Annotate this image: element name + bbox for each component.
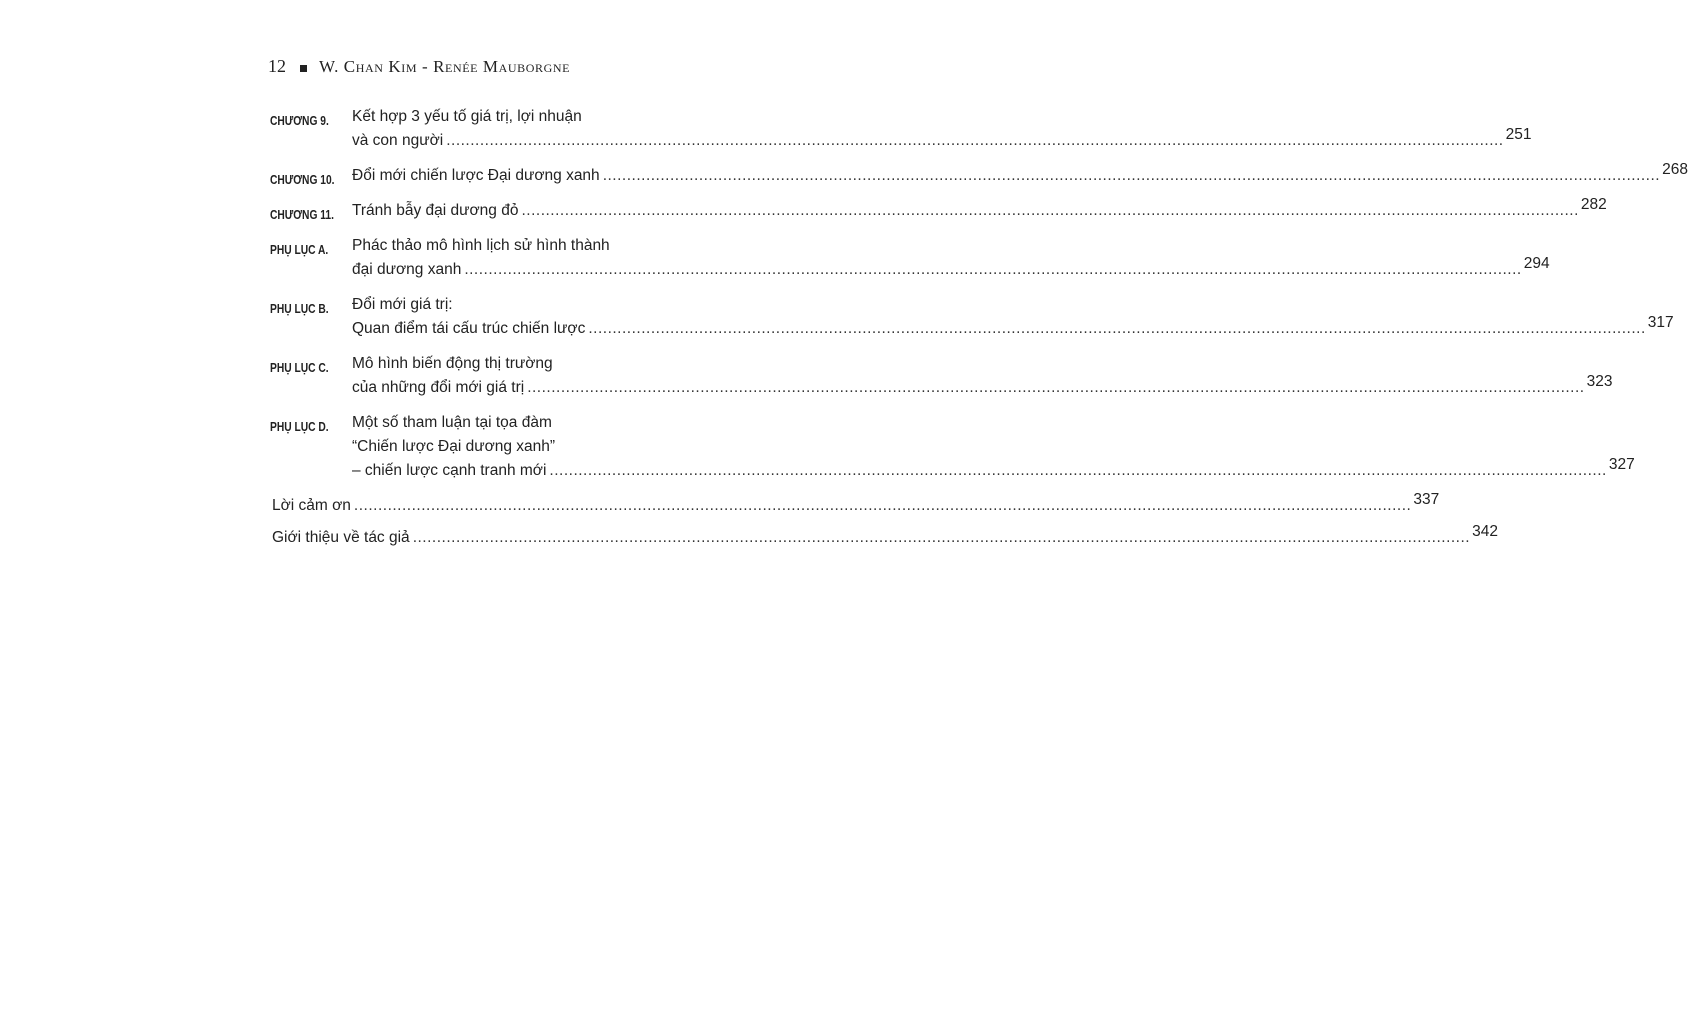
running-header [268, 56, 570, 77]
toc-entry [270, 523, 1498, 550]
toc-entry [270, 491, 1440, 518]
dot-leader: ............................................................................................................................................................................................................................ [464, 261, 1522, 278]
toc-entry-label: PHỤ LỤC A. [270, 243, 329, 257]
toc-entry-line: “Chiến lược Đại dương xanh” [352, 438, 556, 455]
table-of-contents [270, 105, 1688, 558]
toc-entry-page: 317 [1647, 314, 1674, 331]
toc-entry-title: Giới thiệu về tác giả [272, 529, 410, 546]
toc-entry-page: 337 [1413, 491, 1440, 508]
toc-entry-line: Đổi mới giá trị: [352, 296, 453, 313]
dot-leader: ............................................................................................................................................................................................................................ [412, 529, 1471, 546]
toc-entry-line: Một số tham luận tại tọa đàm [352, 414, 552, 431]
toc-entry-title: và con người [352, 132, 444, 149]
toc-entry-title: của những đổi mới giá trị [352, 379, 525, 396]
dot-leader: ............................................................................................................................................................................................................................ [588, 320, 1646, 337]
toc-entry-line: Mô hình biến động thị trường [352, 355, 553, 372]
toc-entry [270, 105, 1532, 153]
toc-entry-title: Đổi mới chiến lược Đại dương xanh [352, 167, 600, 184]
toc-entry-label: CHƯƠNG 10. [270, 173, 335, 187]
toc-entry-title: – chiến lược cạnh tranh mới [352, 462, 547, 479]
dot-leader: ............................................................................................................................................................................................................................ [521, 202, 1579, 219]
dot-leader: ............................................................................................................................................................................................................................ [527, 379, 1585, 396]
toc-entry-line: Phác thảo mô hình lịch sử hình thành [352, 237, 610, 254]
toc-entry-line [272, 491, 1440, 518]
toc-entry-line [352, 161, 1688, 188]
toc-entry-line [352, 456, 1635, 483]
toc-entry-line [352, 126, 1532, 153]
toc-entry [270, 234, 1550, 282]
toc-entry-label: CHƯƠNG 11. [270, 208, 334, 222]
toc-entry-page: 251 [1505, 126, 1532, 143]
toc-entry-line [272, 523, 1498, 550]
toc-entry-label: PHỤ LỤC D. [270, 420, 329, 434]
page-number: 12 [268, 56, 286, 76]
dot-leader: ............................................................................................................................................................................................................................ [353, 497, 1412, 514]
header-authors: W. Chan Kim - Renée Mauborgne [319, 57, 571, 76]
toc-entry-label: PHỤ LỤC B. [270, 302, 329, 316]
toc-entry-label: PHỤ LỤC C. [270, 361, 329, 375]
toc-entry-title: đại dương xanh [352, 261, 462, 278]
toc-entry-line: Kết hợp 3 yếu tố giá trị, lợi nhuận [352, 108, 582, 125]
toc-entry [270, 161, 1688, 188]
toc-entry-page: 327 [1608, 456, 1635, 473]
toc-entry-page: 294 [1523, 255, 1550, 272]
toc-entry-title: Quan điểm tái cấu trúc chiến lược [352, 320, 586, 337]
toc-entry [270, 411, 1635, 483]
toc-entry-title: Tránh bẫy đại dương đỏ [352, 202, 519, 219]
dot-leader: ............................................................................................................................................................................................................................ [446, 132, 1504, 149]
toc-entry [270, 293, 1674, 341]
toc-entry-page: 323 [1586, 373, 1613, 390]
toc-entry-title: Lời cảm ơn [272, 497, 351, 514]
toc-entry-line [352, 196, 1607, 223]
dot-leader: ............................................................................................................................................................................................................................ [602, 167, 1661, 184]
toc-entry-page: 268 [1662, 161, 1688, 178]
toc-entry [270, 196, 1607, 223]
toc-entry-page: 282 [1580, 196, 1607, 213]
toc-entry-line [352, 255, 1550, 282]
toc-entry-label: CHƯƠNG 9. [270, 114, 329, 128]
toc-entry-page: 342 [1472, 523, 1498, 540]
toc-entry-line [352, 373, 1613, 400]
square-bullet-icon [300, 65, 307, 72]
toc-entry [270, 352, 1613, 400]
toc-entry-line [352, 314, 1674, 341]
dot-leader: ............................................................................................................................................................................................................................ [549, 462, 1607, 479]
